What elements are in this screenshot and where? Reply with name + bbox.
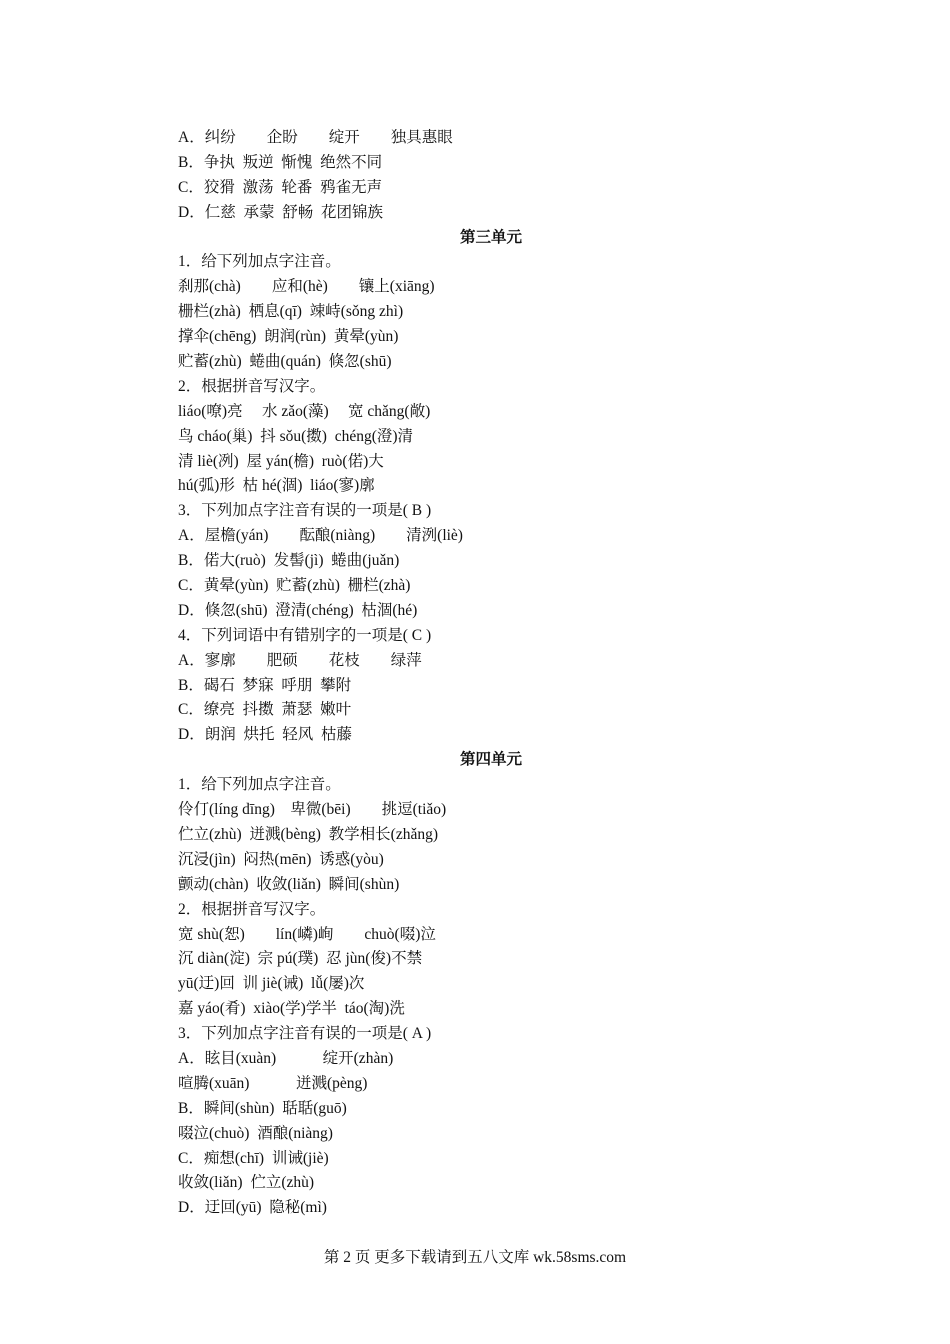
text-line: D．倏忽(shū) 澄清(chéng) 枯涸(hé) <box>178 601 418 619</box>
text-line: A．眩目(xuàn) 绽开(zhàn) <box>178 1049 394 1067</box>
text-line: yū(迂)回 训 jiè(诫) lǚ(屡)次 <box>178 975 365 993</box>
text-line: 颤动(chàn) 收敛(liǎn) 瞬间(shùn) <box>178 875 400 893</box>
text-line: 收敛(liǎn) 伫立(zhù) <box>178 1174 315 1192</box>
text-line: B．争执 叛逆 惭愧 绝然不同 <box>178 153 383 171</box>
text-line: C．缭亮 抖擞 萧瑟 嫩叶 <box>178 701 352 719</box>
text-line: 撑伞(chēng) 朗润(rùn) 黄晕(yùn) <box>178 328 399 346</box>
text-line: 宽 shù(恕) lín(嶙)峋 chuò(啜)泣 <box>178 925 436 943</box>
text-line: B．瞬间(shùn) 聒聒(guō) <box>178 1099 347 1117</box>
text-line: 喧腾(xuān) 迸溅(pèng) <box>178 1074 368 1092</box>
text-line: D．迂回(yū) 隐秘(mì) <box>178 1199 327 1217</box>
text-line: 2．根据拼音写汉字。 <box>178 377 326 395</box>
text-line: 3．下列加点字注音有误的一项是( B ) <box>178 502 432 520</box>
text-line: A．寥廓 肥硕 花枝 绿萍 <box>178 651 422 669</box>
text-line: 贮蓄(zhù) 蜷曲(quán) 倏忽(shū) <box>178 353 392 371</box>
text-line: 沉浸(jìn) 闷热(mēn) 诱惑(yòu) <box>178 850 384 868</box>
text-line: C．黄晕(yùn) 贮蓄(zhù) 栅栏(zhà) <box>178 577 411 595</box>
text-line: 1．给下列加点字注音。 <box>178 253 341 271</box>
text-line: 刹那(chà) 应和(hè) 镶上(xiāng) <box>178 278 435 296</box>
text-line: 1．给下列加点字注音。 <box>178 776 341 794</box>
text-line: 伫立(zhù) 迸溅(bèng) 教学相长(zhǎng) <box>178 825 438 843</box>
text-line: D．仁慈 承蒙 舒畅 花团锦族 <box>178 203 383 221</box>
section-heading: 第四单元 <box>459 751 522 769</box>
text-line: A．纠纷 企盼 绽开 独具惠眼 <box>178 129 453 146</box>
text-line: 清 liè(冽) 屋 yán(檐) ruò(偌)大 <box>178 452 384 470</box>
text-line: 栅栏(zhà) 栖息(qī) 竦峙(sǒng zhì) <box>178 303 404 321</box>
text-line: 沉 diàn(淀) 宗 pú(璞) 忍 jùn(俊)不禁 <box>178 950 423 968</box>
text-line: 4．下列词语中有错别字的一项是( C ) <box>178 626 432 644</box>
text-line: 伶仃(líng dīng) 卑微(bēi) 挑逗(tiǎo) <box>178 801 447 819</box>
text-line: C．狡猾 激荡 轮番 鸦雀无声 <box>178 178 383 196</box>
page-footer: 第 2 页 更多下载请到五八文库 wk.58sms.com <box>323 1249 627 1266</box>
text-line: 嘉 yáo(肴) xiào(学)学半 táo(淘)洗 <box>178 1000 405 1018</box>
text-line: B．碣石 梦寐 呼朋 攀附 <box>178 676 352 694</box>
text-line: hú(弧)形 枯 hé(涸) liáo(寥)廓 <box>178 477 375 495</box>
text-line: D．朗润 烘托 轻风 枯藤 <box>178 726 352 744</box>
text-line: C．痴想(chī) 训诫(jiè) <box>178 1149 329 1167</box>
text-line: B．偌大(ruò) 发髻(jì) 蜷曲(juǎn) <box>178 552 400 570</box>
section-heading: 第三单元 <box>459 228 522 246</box>
text-line: 啜泣(chuò) 酒酿(niàng) <box>178 1124 333 1142</box>
text-line: 2．根据拼音写汉字。 <box>178 900 326 918</box>
text-line: liáo(嘹)亮 水 zǎo(藻) 宽 chǎng(敞) <box>178 402 431 420</box>
text-line: 3．下列加点字注音有误的一项是( A ) <box>178 1025 432 1043</box>
document-body <box>178 126 778 1221</box>
text-line: A．屋檐(yán) 酝酿(niàng) 清洌(liè) <box>178 527 463 545</box>
text-line: 鸟 cháo(巢) 抖 sǒu(擞) chéng(澄)清 <box>178 427 414 445</box>
